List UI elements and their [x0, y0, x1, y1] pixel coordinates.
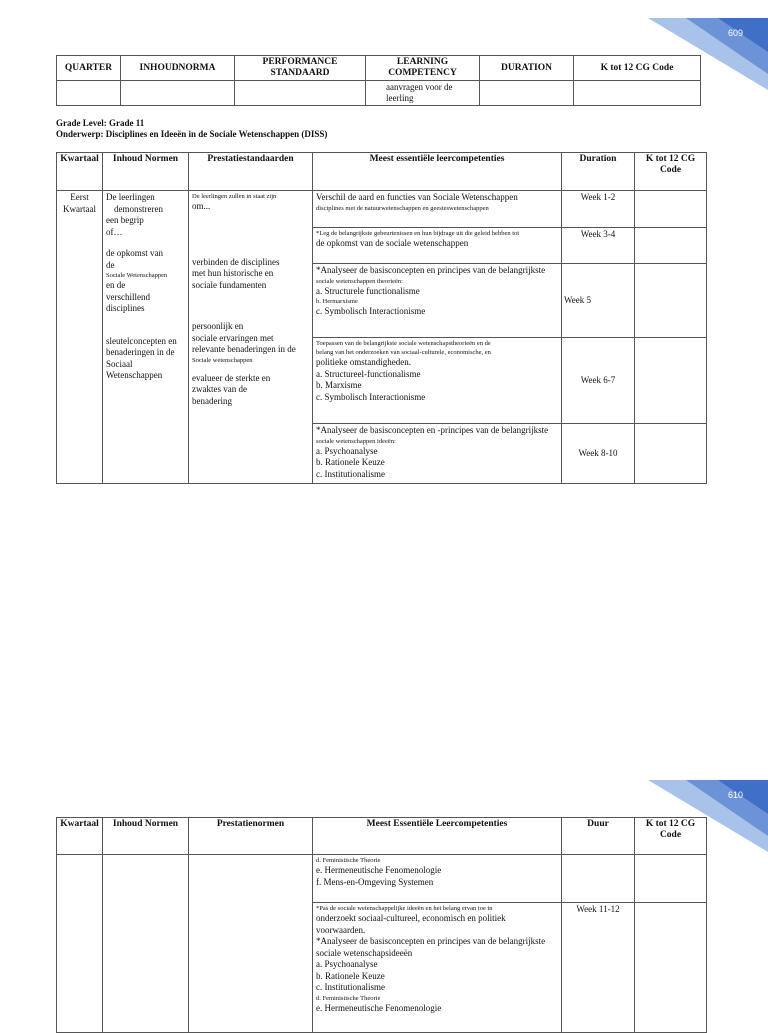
duration-cell — [562, 264, 635, 338]
header-quarter: Kwartaal — [57, 818, 103, 855]
competency-line: b. Rationele Keuze — [316, 970, 385, 981]
header-quarter: Kwartaal — [57, 153, 103, 191]
quarter-cell — [57, 855, 103, 1033]
header-cg-code: K tot 12 CG Code — [574, 56, 701, 81]
competency-line: politieke omstandigheden. — [316, 357, 411, 367]
content-line: Sociale Wetenschappen — [106, 272, 168, 279]
competency-line: c. Symbolisch Interactionisme — [316, 391, 426, 402]
competency-line: *Leg de belangrijkste gebeurtenissen en hun bijdrage uit die geleid hebben tot — [316, 230, 520, 237]
content-line: een begrip — [106, 215, 144, 225]
duration-cell: Week 11-12 — [562, 903, 635, 1033]
content-line: sleutelconcepten en — [106, 335, 177, 346]
header-cg-code: K tot 12 CG Code — [635, 153, 707, 191]
competency-line: onderzoekt sociaal-cultureel, economisch en politiek — [316, 913, 506, 923]
header-performance-standards: Prestatiestandaarden — [189, 153, 313, 191]
header-duration: Duur — [562, 818, 635, 855]
competency-line: d. Feministische Theorie — [316, 857, 381, 864]
header-learning-competency: LEARNING COMPETENCY — [366, 56, 480, 81]
performance-line: sociale fundamenten — [192, 279, 267, 290]
content-line: verschillend — [106, 291, 150, 302]
performance-line: verbinden de disciplines — [192, 256, 280, 267]
cg-code-cell — [635, 191, 707, 228]
performance-line: De leerlingen zullen in staat zijn — [192, 193, 277, 200]
performance-line: Sociale wetenschappen — [192, 356, 253, 364]
header-duration: Duration — [562, 153, 635, 191]
top-table — [56, 55, 701, 106]
content-line: De leerlingen — [106, 192, 155, 202]
cg-code-cell — [635, 855, 707, 903]
competency-line: c. Institutionalisme — [316, 468, 385, 479]
competency-cell — [313, 903, 562, 1033]
cell-empty — [121, 81, 235, 106]
header-content-standards: Inhoud Normen — [103, 818, 189, 855]
competency-line: *Analyseer de basisconcepten en -principes van de belangrijkste — [316, 425, 549, 435]
content-line: de — [106, 259, 115, 270]
cg-code-cell — [635, 228, 707, 264]
cg-code-cell — [635, 264, 707, 338]
cell-competency: aanvragen voor de leerling — [366, 81, 480, 106]
content-standards-cell — [103, 855, 189, 1033]
content-line: en de — [106, 280, 126, 290]
performance-line: sociale ervaringen met — [192, 332, 274, 343]
competency-line: sociale wetenschappen theorieën: — [316, 277, 403, 285]
quarter-cell: Eerst Kwartaal — [57, 191, 103, 484]
header-competencies: Meest Essentiële Leercompetenties — [313, 818, 562, 855]
duration-cell: Week 3-4 — [562, 228, 635, 264]
grade-level: Grade Level: Grade 11 — [56, 118, 145, 128]
duration-cell: Week 1-2 — [562, 191, 635, 228]
competency-line: d. Feministische Theorie — [316, 994, 381, 1002]
competency-line: f. Mens-en-Omgeving Systemen — [316, 876, 434, 887]
competency-cell — [313, 424, 562, 484]
duration-text: Week 8-10 — [578, 447, 618, 458]
competency-line: *Analyseer de basisconcepten en principes van de belangrijkste — [316, 936, 546, 946]
competency-line: b. Hermarxisme — [316, 298, 358, 305]
duration-cell — [562, 338, 635, 424]
competency-cell — [313, 228, 562, 264]
competency-cell — [313, 191, 562, 228]
duration-text: Week 5 — [564, 294, 592, 305]
curriculum-table — [56, 152, 707, 484]
performance-line: benadering — [192, 395, 232, 406]
cg-code-cell — [635, 903, 707, 1033]
content-line: of… — [106, 226, 123, 237]
performance-standards-cell — [189, 191, 313, 484]
competency-line: c. Institutionalisme — [316, 982, 385, 992]
content-line: Sociaal — [106, 358, 133, 369]
competency-line: a. Structurele functionalisme — [316, 285, 420, 296]
content-line: Wetenschappen — [106, 370, 163, 380]
content-line: demonstreren — [114, 203, 163, 214]
header-duration: DURATION — [480, 56, 574, 81]
competency-line: e. Hermeneutische Fenomenologie — [316, 1002, 442, 1013]
curriculum-table-continued — [56, 817, 707, 1033]
header-competencies: Meest essentiële leercompetenties — [313, 153, 562, 191]
competency-line: a. Psychoanalyse — [316, 959, 378, 969]
competency-line: *Analyseer de basisconcepten en principes van de belangrijkste — [316, 265, 546, 275]
page-number: 609 — [728, 28, 744, 38]
competency-line: disciplines met de natuurwetenschappen en geesteswetenschappen — [316, 204, 489, 212]
competency-line: b. Marxisme — [316, 380, 362, 390]
performance-line: evalueer de sterkte en — [192, 372, 271, 383]
header-performance-standards: Prestatienormen — [189, 818, 313, 855]
content-standards-cell — [103, 191, 189, 484]
competency-line: voorwaarden. — [316, 924, 366, 935]
header-performance-standard: PERFORMANCE STANDAARD — [235, 56, 366, 81]
header-quarter: QUARTER — [57, 56, 121, 81]
cell-empty — [235, 81, 366, 106]
content-line: benaderingen in de — [106, 347, 175, 357]
performance-line: relevante benaderingen in de — [192, 344, 296, 354]
competency-line: belang van het onderzoeken van sociaal-culturele, economische, en — [316, 349, 491, 356]
performance-standards-cell — [189, 855, 313, 1033]
cell-empty — [480, 81, 574, 106]
header-content-standard: INHOUDNORMA — [121, 56, 235, 81]
competency-line: Verschil de aard en functies van Sociale Wetenschappen — [316, 192, 518, 202]
page-number: 610 — [728, 790, 744, 800]
content-line: de opkomst van — [106, 248, 163, 258]
performance-line: om... — [192, 201, 211, 211]
performance-line: persoonlijk en — [192, 321, 244, 331]
performance-line: zwaktes van de — [192, 384, 247, 394]
cell-empty — [57, 81, 121, 106]
subject-title: Onderwerp: Disciplines en Ideeën in de Sociale Wetenschappen (DISS) — [56, 129, 328, 139]
header-content-standards: Inhoud Normen — [103, 153, 189, 191]
performance-line: met hun historische en — [192, 268, 274, 278]
competency-line: de opkomst van de sociale wetenschappen — [316, 238, 469, 248]
duration-text: Week 6-7 — [580, 374, 616, 385]
competency-cell — [313, 338, 562, 424]
duration-cell — [562, 855, 635, 903]
cg-code-cell — [635, 424, 707, 484]
competency-cell — [313, 855, 562, 903]
competency-line: Toepassen van de belangrijkste sociale wetenschapstheorieën en de — [316, 340, 491, 347]
content-line: disciplines — [106, 303, 145, 313]
competency-line: e. Hermeneutische Fenomenologie — [316, 865, 442, 875]
competency-line: a. Structureel-functionalisme — [316, 368, 421, 379]
cg-code-cell — [635, 338, 707, 424]
competency-line: *Pas de sociale wetenschappelijke ideeën en het belang ervan toe in — [316, 905, 493, 912]
competency-line: sociale wetenschappen ideeën: — [316, 437, 396, 445]
competency-line: sociale wetenschapsideeën — [316, 947, 413, 958]
competency-line: a. Psychoanalyse — [316, 445, 378, 456]
competency-line: c. Symbolisch Interactionisme — [316, 306, 426, 316]
duration-cell — [562, 424, 635, 484]
header-cg-code: K tot 12 CG Code — [635, 818, 707, 855]
cell-empty — [574, 81, 701, 106]
competency-cell — [313, 264, 562, 338]
competency-line: b. Rationele Keuze — [316, 457, 385, 467]
